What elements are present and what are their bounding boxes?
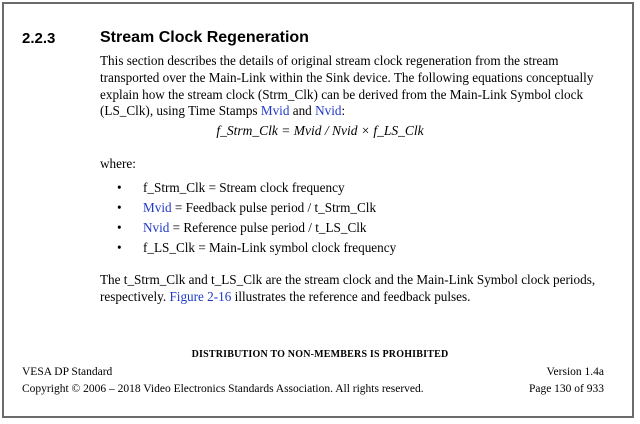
clock-equation: f_Strm_Clk = Mvid / Nvid × f_LS_Clk	[216, 123, 424, 138]
closing-text: The t_Strm_Clk and t_LS_Clk are the stream clock and the Main-Link Symbol clock periods, respectively.	[100, 272, 596, 304]
footer-page-number: Page 130 of 933	[528, 383, 604, 395]
list-item	[117, 240, 396, 260]
intro-text: This section describes the details of original stream clock regeneration from the stream transported over the Main-Link within the Sink device. The following equations conceptually explain how the stream clock (Strm_Clk) can be derived from the Main-Link Symbol clock (LS_Clk), using Time Stamps	[100, 53, 594, 119]
intro-paragraph	[100, 53, 608, 120]
list-item-text: f_Strm_Clk = Stream clock frequency	[143, 180, 345, 195]
intro-colon: :	[341, 103, 346, 119]
bullet-icon: •	[117, 220, 122, 235]
list-item-text: = Reference pulse period / t_LS_Clk	[169, 220, 367, 235]
closing-paragraph	[100, 272, 608, 306]
figure-link[interactable]: Figure 2-16	[169, 288, 232, 304]
list-item	[117, 200, 396, 220]
footer-standard: VESA DP Standard	[22, 366, 113, 378]
intro-and: and	[289, 103, 316, 119]
footer-copyright: Copyright © 2006 – 2018 Video Electronics Standards Association. All rights reserved.	[22, 383, 424, 395]
bullet-icon: •	[117, 240, 122, 255]
distribution-notice: DISTRIBUTION TO NON-MEMBERS IS PROHIBITED	[191, 349, 449, 360]
closing-text-end: illustrates the reference and feedback pulses.	[231, 288, 471, 304]
mvid-link[interactable]: Mvid	[143, 200, 172, 215]
list-item-text: f_LS_Clk = Main-Link symbol clock frequency	[143, 240, 397, 255]
nvid-link[interactable]: Nvid	[143, 220, 170, 235]
list-item-text: = Feedback pulse period / t_Strm_Clk	[171, 200, 377, 215]
list-item	[117, 180, 396, 200]
bullet-icon: •	[117, 200, 122, 215]
section-title: Stream Clock Regeneration	[100, 29, 309, 46]
bullet-icon: •	[117, 180, 122, 195]
list-item	[117, 220, 396, 240]
mvid-link[interactable]: Mvid	[260, 103, 290, 119]
definitions-list	[117, 180, 396, 260]
section-number: 2.2.3	[22, 30, 56, 47]
nvid-link[interactable]: Nvid	[315, 103, 342, 119]
where-label: where:	[100, 156, 136, 171]
footer-version: Version 1.4a	[546, 366, 604, 378]
